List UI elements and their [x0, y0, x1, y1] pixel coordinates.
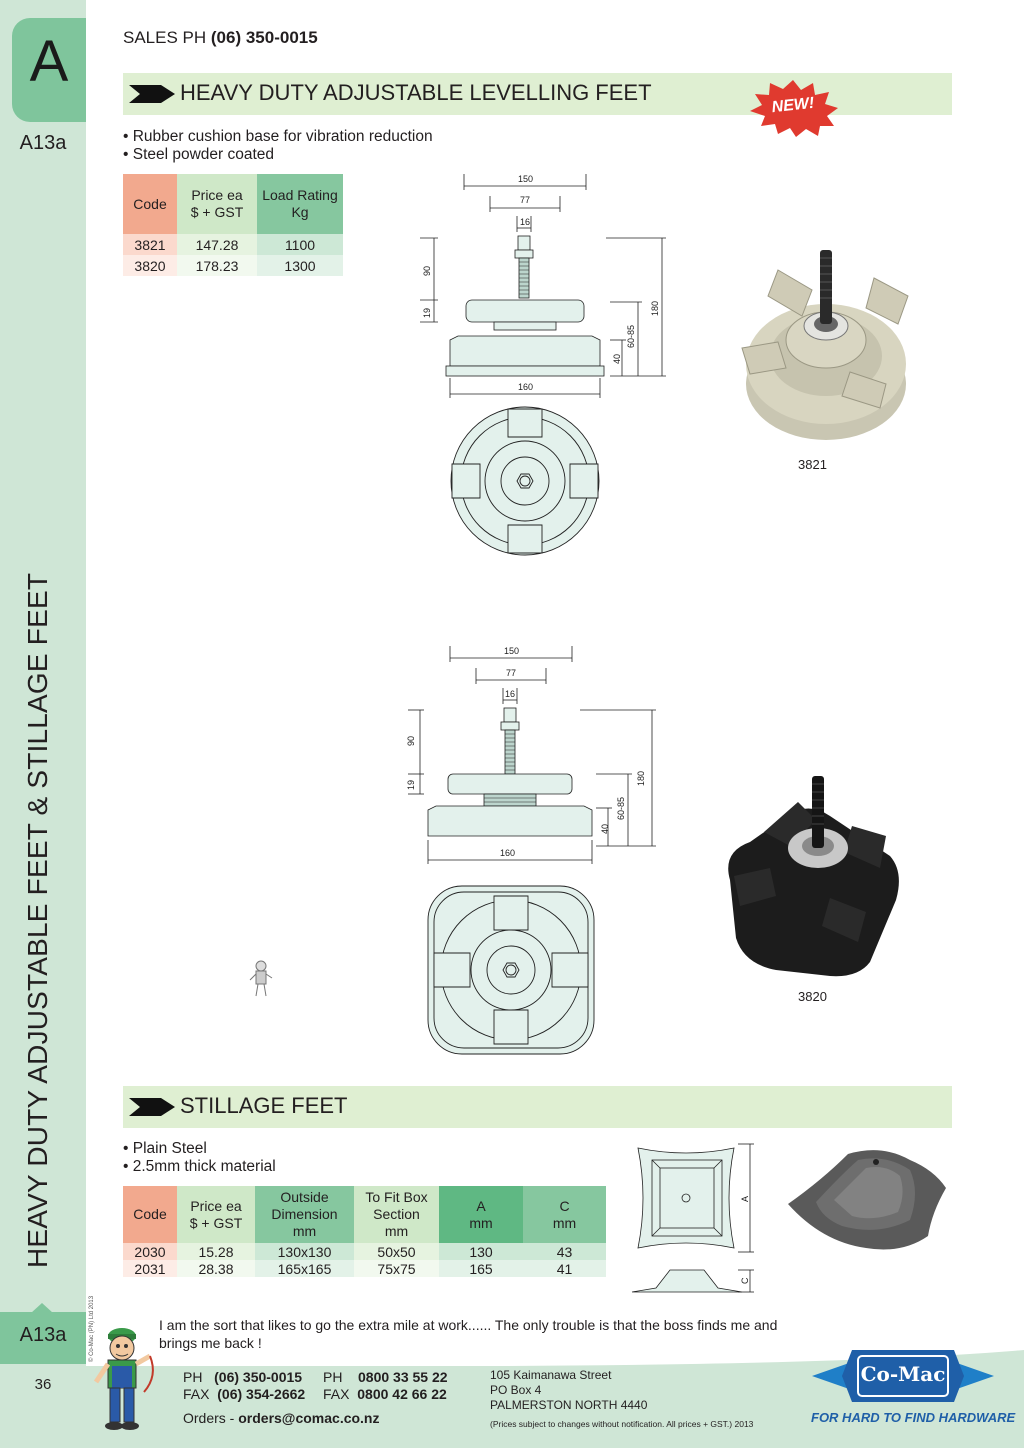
- footer-freephone: [323, 1369, 448, 1385]
- brand-tagline: FOR HARD TO FIND HARDWARE: [811, 1410, 1016, 1425]
- phone-label: PH: [183, 1369, 203, 1385]
- new-badge-text: NEW!: [770, 94, 816, 117]
- cell-code: 3820: [123, 255, 177, 276]
- cell-fit-box: 50x50: [354, 1243, 439, 1260]
- photo-3820: [720, 772, 904, 980]
- col-header-c: C mm: [523, 1186, 606, 1243]
- col-header-price: Price ea $ + GST: [177, 1186, 255, 1243]
- sales-phone-line: [123, 28, 318, 48]
- dim-16: 16: [505, 689, 516, 699]
- dim-77: 77: [520, 195, 531, 205]
- drawing-3820-plan: [426, 884, 596, 1056]
- vertical-page-title: HEAVY DUTY ADJUSTABLE FEET & STILLAGE FEET: [22, 572, 53, 1268]
- cell-code: 2030: [123, 1243, 177, 1260]
- table-row: [123, 255, 343, 276]
- freefax-number: 0800 42 66 22: [357, 1386, 447, 1402]
- orders-email-link[interactable]: orders@comac.co.nz: [238, 1410, 380, 1426]
- dim-19: 19: [422, 307, 432, 318]
- section-title: STILLAGE FEET: [180, 1093, 348, 1118]
- cell-c: 43: [523, 1243, 606, 1260]
- cell-price: 147.28: [177, 234, 257, 255]
- levelling-feet-table: [123, 174, 343, 276]
- dim-16: 16: [520, 217, 531, 227]
- cell-a: 165: [439, 1260, 523, 1277]
- copyright-note: © Co-Mac (PN) Ltd 2013: [89, 1295, 95, 1362]
- feature-list: [123, 1140, 276, 1176]
- address-line: 105 Kaimanawa Street: [490, 1368, 612, 1382]
- photo-caption-3821: 3821: [798, 457, 827, 472]
- dim-150: 150: [518, 174, 534, 184]
- cell-code: 3821: [123, 234, 177, 255]
- drawing-3821-side: [410, 168, 680, 400]
- sales-label: SALES PH: [123, 28, 207, 47]
- dim-90: 90: [422, 265, 432, 276]
- freephone-number: 0800 33 55 22: [358, 1369, 448, 1385]
- cell-a: 130: [439, 1243, 523, 1260]
- dim-60-85: 60-85: [626, 324, 636, 348]
- dim-60-85: 60-85: [616, 796, 626, 820]
- footer-fax: [183, 1386, 305, 1402]
- arrow-icon: [129, 85, 175, 103]
- fax-label: FAX: [323, 1386, 350, 1402]
- dim-160: 160: [500, 848, 516, 858]
- dim-c: C: [740, 1277, 750, 1284]
- feature-item: • Rubber cushion base for vibration reduction: [123, 128, 433, 145]
- cell-outside-dimension: 130x130: [255, 1243, 354, 1260]
- phone-label: PH: [323, 1369, 343, 1385]
- phone-number: (06) 350-0015: [214, 1369, 303, 1385]
- orders-label: Orders -: [183, 1410, 235, 1426]
- footer-orders: [183, 1410, 380, 1426]
- page-code-top: A13a: [19, 132, 67, 154]
- feature-item: • Plain Steel: [123, 1140, 207, 1157]
- col-header-code: Code: [123, 1186, 177, 1243]
- dim-180: 180: [636, 770, 646, 786]
- photo-3821: [738, 244, 914, 444]
- cell-load: 1100: [257, 234, 343, 255]
- dim-19: 19: [406, 779, 416, 790]
- cell-c: 41: [523, 1260, 606, 1277]
- photo-stillage-foot: [782, 1140, 952, 1256]
- feature-item: • 2.5mm thick material: [123, 1158, 276, 1175]
- section-letter: A: [29, 29, 69, 94]
- footer-address: [490, 1368, 647, 1413]
- col-header-load: Load Rating Kg: [257, 174, 343, 234]
- page-number: 36: [34, 1376, 52, 1393]
- dim-180: 180: [650, 300, 660, 316]
- feature-item: • Steel powder coated: [123, 146, 275, 163]
- cell-outside-dimension: 165x165: [255, 1260, 354, 1277]
- section-title: HEAVY DUTY ADJUSTABLE LEVELLING FEET: [180, 80, 652, 105]
- fax-number: (06) 354-2662: [217, 1386, 306, 1402]
- table-row: [123, 234, 343, 255]
- footer-quote: I am the sort that likes to go the extra mile at work...... The only trouble is that the boss finds me and brings me back !: [159, 1317, 778, 1351]
- mascot-small-icon: [247, 958, 275, 998]
- arrow-icon: [129, 1098, 175, 1116]
- dim-160: 160: [518, 382, 534, 392]
- dim-150: 150: [504, 646, 520, 656]
- dim-77: 77: [506, 668, 517, 678]
- col-header-code: Code: [123, 174, 177, 234]
- col-header-outside-dimension: Outside Dimension mm: [255, 1186, 354, 1243]
- cell-price: 178.23: [177, 255, 257, 276]
- address-line: PALMERSTON NORTH 4440: [490, 1398, 648, 1412]
- drawing-stillage-foot: [628, 1140, 758, 1300]
- col-header-price: Price ea $ + GST: [177, 174, 257, 234]
- mascot-illustration: [92, 1326, 160, 1432]
- cell-fit-box: 75x75: [354, 1260, 439, 1277]
- dim-40: 40: [612, 353, 622, 364]
- dim-40: 40: [600, 823, 610, 834]
- dim-a: A: [740, 1195, 750, 1202]
- footer-phone: [183, 1369, 302, 1385]
- drawing-3821-plan: [448, 405, 602, 557]
- cell-price: 28.38: [177, 1260, 255, 1277]
- footer-freefax: [323, 1386, 447, 1402]
- fax-label: FAX: [183, 1386, 210, 1402]
- table-row: [123, 1243, 606, 1260]
- drawing-3820-side: [400, 640, 664, 872]
- address-line: PO Box 4: [490, 1383, 542, 1397]
- photo-caption-3820: 3820: [798, 989, 827, 1004]
- col-header-a: A mm: [439, 1186, 523, 1243]
- table-row: [123, 1260, 606, 1277]
- dim-90: 90: [406, 735, 416, 746]
- cell-code: 2031: [123, 1260, 177, 1277]
- page-code-bottom: A13a: [19, 1324, 67, 1346]
- price-note: (Prices subject to changes without notification. All prices + GST.) 2013: [490, 1419, 754, 1429]
- cell-price: 15.28: [177, 1243, 255, 1260]
- feature-list: [123, 128, 433, 164]
- logo-text: Co-Mac: [860, 1362, 946, 1386]
- cell-load: 1300: [257, 255, 343, 276]
- stillage-feet-table: [123, 1186, 606, 1277]
- col-header-fit-box: To Fit Box Section mm: [354, 1186, 439, 1243]
- sales-phone: (06) 350-0015: [210, 28, 318, 47]
